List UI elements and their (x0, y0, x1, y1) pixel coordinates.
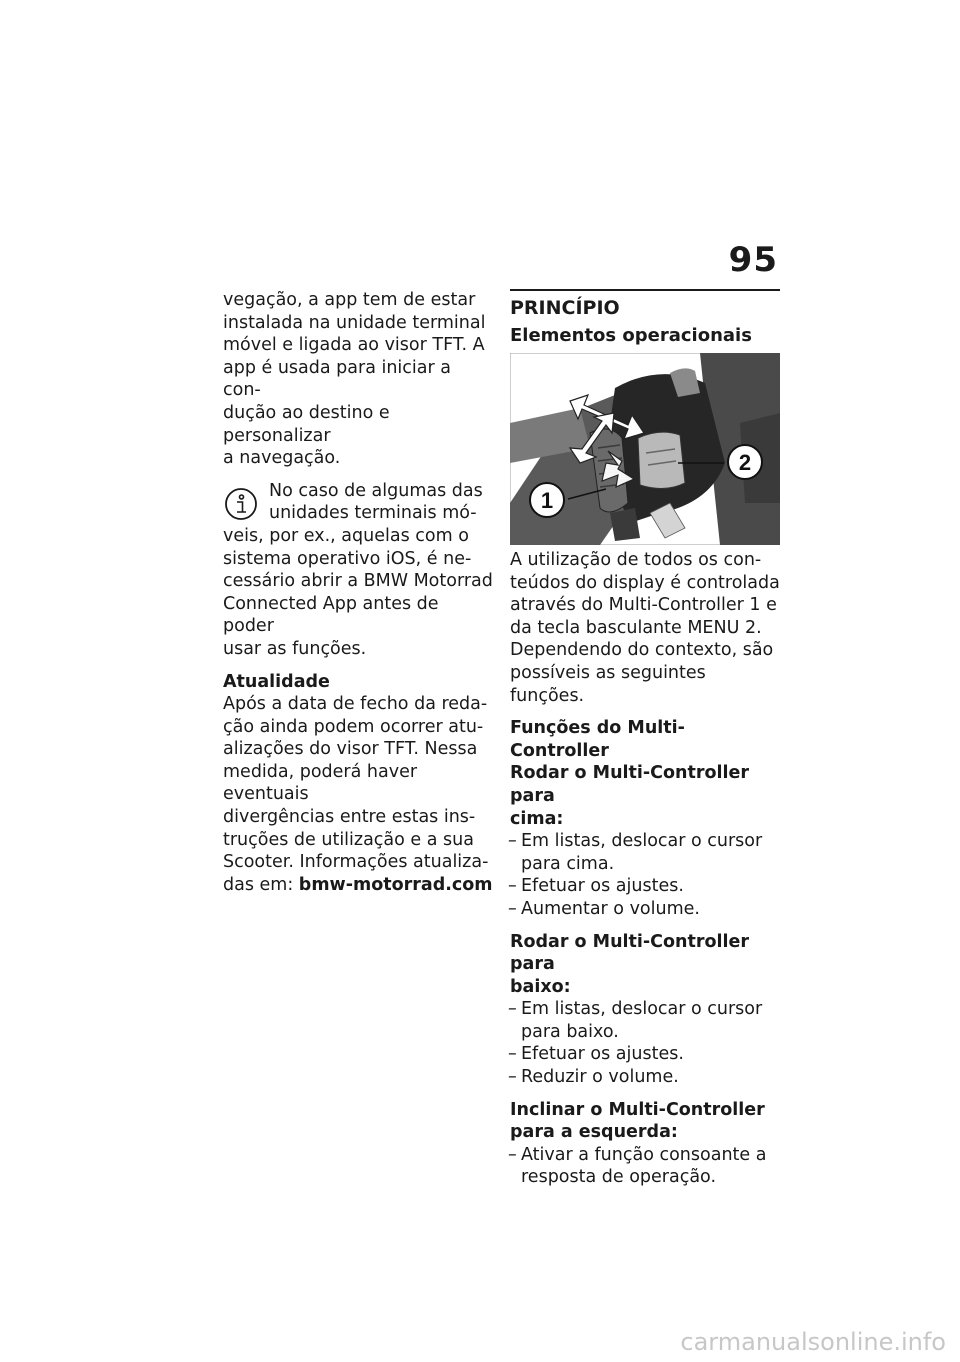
text-line: A utilização de todos os con- (510, 550, 762, 570)
text-line: dução ao destino e personalizar (223, 402, 390, 446)
intro-paragraph (223, 289, 493, 470)
function-list (510, 998, 780, 1088)
function-list (510, 830, 780, 920)
list-item-text: – Em listas, deslocar o cursor (521, 831, 763, 852)
list-item (510, 1043, 780, 1066)
text-line: Scooter. Informações atualiza- (223, 852, 489, 873)
list-item-text: para baixo. (521, 1021, 619, 1042)
text-line: da tecla basculante MENU 2. (510, 617, 762, 638)
list-item-text: resposta de operação. (521, 1167, 717, 1188)
text-line: unidades terminais mó- (269, 503, 477, 524)
text-line: Após a data de fecho da reda- (223, 694, 488, 715)
text-line: No caso de algumas das (269, 480, 483, 501)
text-line: Dependendo do contexto, são (510, 640, 774, 661)
list-item-text: – Efetuar os ajustes. (521, 1044, 684, 1065)
text-line: teúdos do display é controlada (510, 572, 780, 593)
text-line: divergências entre estas ins- (223, 807, 476, 828)
group-heading: cima: (510, 808, 564, 829)
text-line: possíveis as seguintes funções. (510, 662, 706, 706)
text-line: Connected App antes de poder (223, 593, 439, 637)
info-icon (223, 486, 259, 522)
website-link[interactable]: bmw-motorrad.com (298, 874, 493, 895)
text-line: usar as funções. (223, 638, 367, 659)
text-line: móvel e ligada ao visor TFT. A (223, 335, 485, 356)
description-paragraph (510, 549, 780, 707)
function-group (510, 762, 780, 920)
functions-heading: Funções do Multi-Controller (510, 718, 685, 761)
list-item-text: – Aumentar o volume. (521, 898, 700, 919)
group-heading: Inclinar o Multi-Controller (510, 1099, 765, 1120)
figure-label-1: 1 (540, 488, 554, 513)
function-list (510, 1144, 780, 1189)
text-line (223, 874, 493, 897)
update-last-prefix: das em: (223, 874, 299, 895)
page-number: 95 (728, 240, 778, 280)
text-line: através do Multi-Controller 1 e (510, 595, 777, 616)
function-group (510, 931, 780, 1089)
left-column (223, 289, 493, 896)
right-column (510, 289, 780, 1189)
function-group (510, 1099, 780, 1189)
list-item-text: para cima. (521, 853, 615, 874)
update-section (223, 671, 493, 897)
list-item (510, 875, 780, 898)
list-item (510, 830, 780, 875)
list-item-text: – Ativar a função consoante a (521, 1144, 767, 1165)
group-heading: Rodar o Multi-Controller para (510, 931, 750, 975)
figure-label-2: 2 (738, 450, 752, 475)
update-heading: Atualidade (223, 671, 330, 692)
section-title: PRINCÍPIO (510, 297, 620, 319)
text-line: ção ainda podem ocorrer atu- (223, 716, 484, 737)
text-line: alizações do visor TFT. Nessa (223, 739, 478, 760)
list-item-text: – Em listas, deslocar o cursor (521, 999, 763, 1020)
text-line: veis, por ex., aquelas com o (223, 525, 469, 546)
list-item (510, 1144, 780, 1189)
info-note (223, 480, 493, 661)
handlebar-controls-figure (510, 353, 780, 545)
text-line: medida, poderá haver eventuais (223, 761, 418, 805)
list-item (510, 1066, 780, 1089)
group-heading: baixo: (510, 976, 571, 997)
list-item-text: – Efetuar os ajustes. (521, 876, 684, 897)
list-item-text: – Reduzir o volume. (521, 1067, 679, 1088)
text-line: a navegação. (223, 448, 341, 469)
watermark: carmanualsonline.info (680, 1328, 946, 1356)
group-heading: Rodar o Multi-Controller para (510, 763, 750, 806)
group-heading: para a esquerda: (510, 1122, 678, 1143)
text-line: truções de utilização e a sua (223, 829, 474, 850)
text-line: vegação, a app tem de estar (223, 290, 476, 310)
list-item (510, 898, 780, 921)
subsection-title: Elementos operacionais (510, 325, 752, 346)
list-item (510, 998, 780, 1043)
section-divider (510, 289, 780, 291)
text-line: instalada na unidade terminal (223, 312, 486, 333)
text-line: app é usada para iniciar a con- (223, 357, 451, 401)
text-line: sistema operativo iOS, é ne- (223, 548, 472, 569)
text-line: cessário abrir a BMW Motorrad (223, 571, 493, 592)
